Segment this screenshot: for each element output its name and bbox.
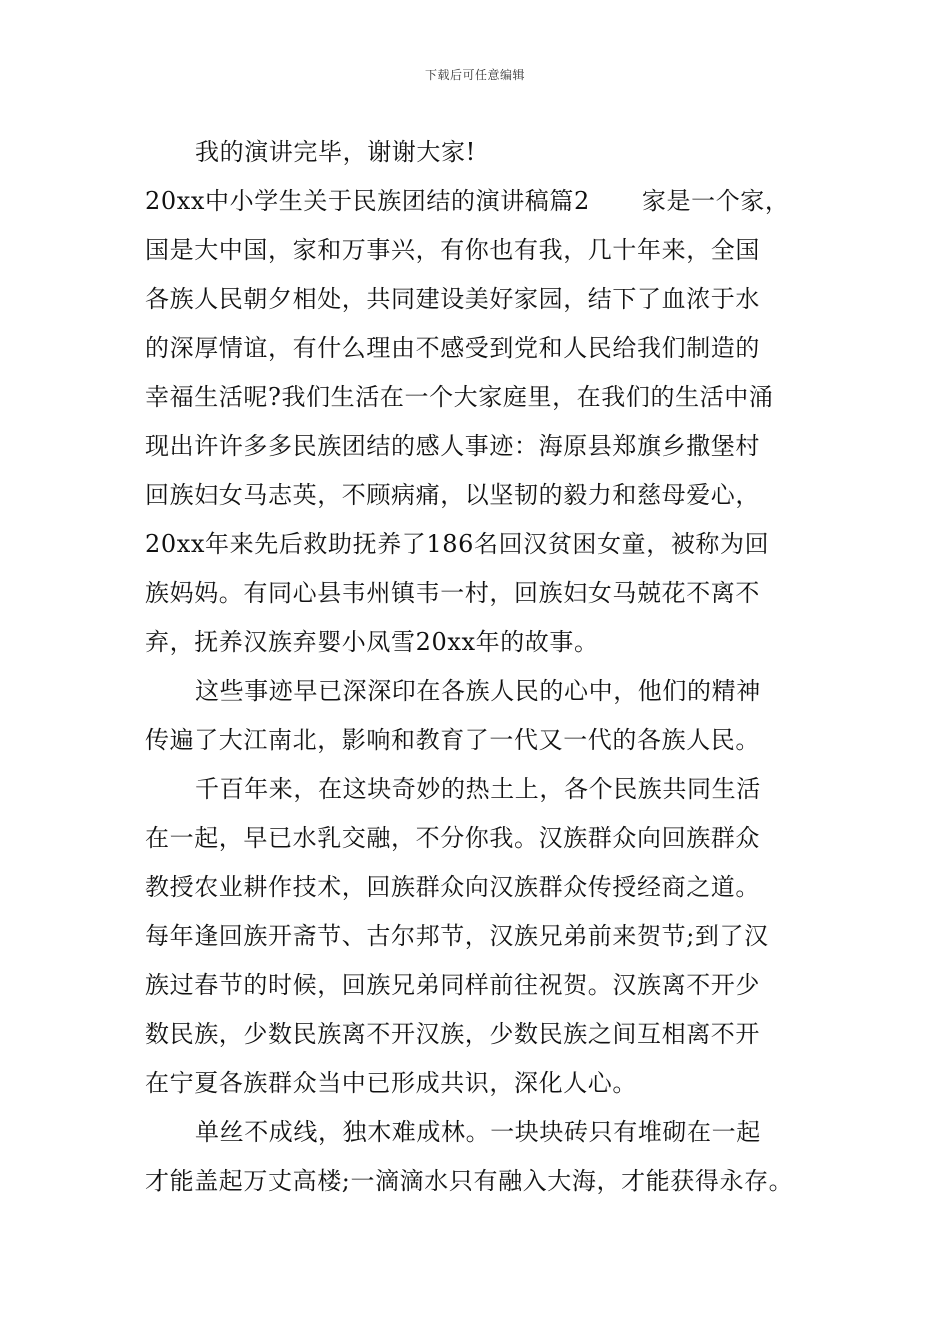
closing-line: 我的演讲完毕，谢谢大家! — [195, 138, 476, 166]
paragraph-line: 国是大中国，家和万事兴，有你也有我，几十年来，全国 — [145, 236, 760, 264]
section-title: 20xx中小学生关于民族团结的演讲稿篇2 — [145, 187, 590, 215]
paragraph-line: 幸福生活呢?我们生活在一个大家庭里，在我们的生活中涌 — [145, 383, 774, 411]
paragraph-line: 单丝不成线，独木难成林。一块块砖只有堆砌在一起 — [195, 1118, 761, 1146]
paragraph-line: 族妈妈。有同心县韦州镇韦一村，回族妇女马兢花不离不 — [145, 579, 760, 607]
paragraph-line: 20xx年来先后救助抚养了186名回汉贫困女童，被称为回 — [145, 530, 770, 558]
paragraph-line: 传遍了大江南北，影响和教育了一代又一代的各族人民。 — [145, 726, 760, 754]
paragraph-line: 数民族，少数民族离不开汉族，少数民族之间互相离不开 — [145, 1020, 760, 1048]
paragraph-line: 才能盖起万丈高楼;一滴滴水只有融入大海，才能获得永存。 — [145, 1167, 794, 1195]
paragraph-line: 现出许许多多民族团结的感人事迹：海原县郑旗乡撒堡村 — [145, 432, 760, 460]
paragraph-line: 教授农业耕作技术，回族群众向汉族群众传授经商之道。 — [145, 873, 760, 901]
paragraph-line: 各族人民朝夕相处，共同建设美好家园，结下了血浓于水 — [145, 285, 760, 313]
paragraph-line: 在宁夏各族群众当中已形成共识，深化人心。 — [145, 1069, 637, 1097]
document-body — [145, 128, 825, 1206]
paragraph-line: 回族妇女马志英，不顾病痛，以坚韧的毅力和慈母爱心， — [145, 481, 760, 509]
page-header: 下载后可任意编辑 — [424, 68, 525, 82]
paragraph-line: 千百年来，在这块奇妙的热土上，各个民族共同生活 — [195, 775, 761, 803]
paragraph-line: 每年逢回族开斋节、古尔邦节，汉族兄弟前来贺节;到了汉 — [145, 922, 769, 950]
paragraph-line: 族过春节的时候，回族兄弟同样前往祝贺。汉族离不开少 — [145, 971, 760, 999]
paragraph-line: 在一起，早已水乳交融，不分你我。汉族群众向回族群众 — [145, 824, 760, 852]
section-title-line — [145, 177, 825, 226]
paragraph-line: 这些事迹早已深深印在各族人民的心中，他们的精神 — [195, 677, 761, 705]
paragraph-line: 弃，抚养汉族弃婴小凤雪20xx年的故事。 — [145, 628, 599, 656]
paragraph-line: 的深厚情谊，有什么理由不感受到党和人民给我们制造的 — [145, 334, 760, 362]
paragraph-line: 家是一个家， — [641, 187, 790, 215]
